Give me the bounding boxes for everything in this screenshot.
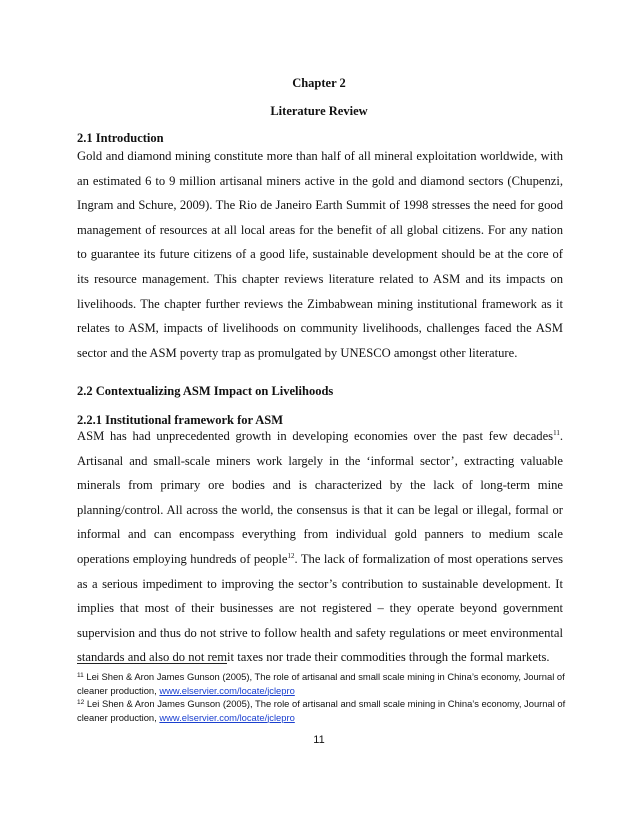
footnote-number: 11 [77, 672, 84, 679]
footnote-11 [77, 670, 567, 697]
subsection-heading-institutional: 2.2.1 Institutional framework for ASM [77, 413, 284, 427]
page-number: 11 [313, 734, 325, 746]
section-heading-introduction: 2.1 Introduction [77, 131, 164, 145]
footnote-number: 12 [77, 699, 85, 706]
footnote-link[interactable]: www.elservier.com/locate/jclepro [159, 684, 295, 696]
paragraph-text: ASM has had unprecedented growth in developing economies over the past few decades [77, 429, 554, 443]
chapter-label: Chapter 2 [292, 76, 346, 90]
section-heading-contextualizing: 2.2 Contextualizing ASM Impact on Livelihoods [77, 384, 334, 398]
paragraph-text: . Artisanal and small-scale miners work largely in the ‘informal sector’, extracting valuable minerals from primary ore bodies and is characterized by the lack of long-term mine planning/control. All across the world, the consensus is that it can be legal or illegal, formal or informal and can encompass everything from individual gold panners to medium scale operations employing hundreds of people [77, 429, 563, 566]
introduction-paragraph: Gold and diamond mining constitute more than half of all mineral exploitation worldwide, with an estimated 6 to 9 million artisanal miners active in the gold and diamond sectors (Chupenzi, Ingram and Schure, 2009). The Rio de Janeiro Earth Summit of 1998 stresses the need for good management of resources at all local areas for the benefit of all global citizens. For any nation to guarantee its future citizens of a good life, sustainable development should be at the core of its resource management. This chapter reviews literature related to ASM and its impacts on livelihoods. The chapter further reviews the Zimbabwean mining institutional framework as it relates to ASM, impacts of livelihoods on community livelihoods, challenges faced the ASM sector and the ASM poverty trap as promulgated by UNESCO amongst other literature. [77, 149, 563, 360]
footnote-12 [77, 697, 567, 724]
chapter-title: Literature Review [270, 104, 368, 118]
footnote-ref-11[interactable]: 11 [553, 429, 560, 437]
institutional-paragraph [77, 424, 563, 670]
footnote-text: Lei Shen & Aron James Gunson (2005), The role of artisanal and small scale mining in China’s economy, Journal of cleaner production, [77, 698, 566, 723]
footnote-separator [77, 663, 227, 664]
footnote-link[interactable]: www.elservier.com/locate/jclepro [159, 711, 295, 723]
footnote-text: Lei Shen & Aron James Gunson (2005), The role of artisanal and small scale mining in China’s economy, Journal of cleaner production, [77, 671, 565, 696]
footnote-ref-12[interactable]: 12 [287, 551, 295, 560]
paragraph-text: . The lack of formalization of most operations serves as a serious impediment to improving the sector’s contribution to sustainable development. It implies that most of their businesses are not registered – they operate beyond government supervision and thus do not strive to follow health and safety regulations or meet environmental standards and also do not remit taxes nor trade their commodities through the formal markets. [77, 551, 563, 665]
